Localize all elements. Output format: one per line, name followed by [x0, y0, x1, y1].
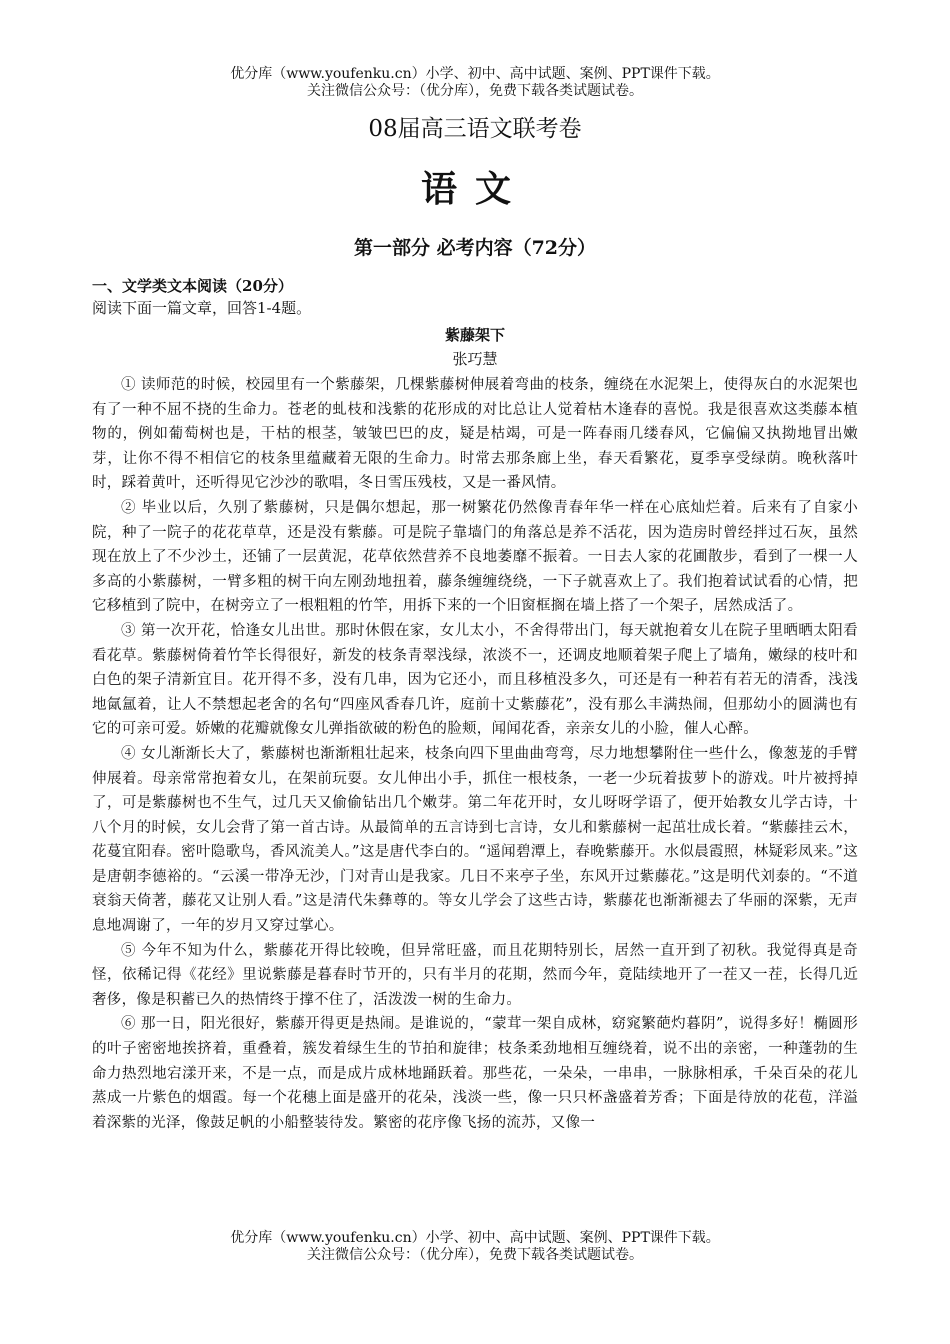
footer-line-2: 关注微信公众号：（优分库），免费下载各类试题试卷。 [307, 1247, 643, 1263]
paragraph-2: ② 毕业以后，久别了紫藤树，只是偶尔想起，那一树繁花仍然像青春年华一样在心底灿烂着。后来有了自家小院，种了一院子的花花草草，还是没有紫藤。可是院子靠墙门的角落总是养不活花，因为造房时曾经拌过石灰，虽然现在放上了不少沙土，还铺了一层黄泥，花草依然营养不良地萎靡不振着。一日去人家的花圃散步，看到了一棵一人多高的小紫藤树，一臂多粗的树干向左刚劲地扭着，藤条缠缠绕绕，一下子就喜欢上了。我们抱着试试看的心情，把它移植到了院中，在树旁立了一根粗粗的竹竿，用拆下来的一个旧窗框搁在墙上搭了一个架子，居然成活了。 [92, 499, 858, 615]
paragraph-5: ⑤ 今年不知为什么，紫藤花开得比较晚，但异常旺盛，而且花期特别长，居然一直开到了初秋。我觉得真是奇怪，依稀记得《花经》里说紫藤是暮春时节开的，只有半月的花期，然而今年，竟陆续地开了一茬又一茬，长得几近奢侈，像是积蓄已久的热情终于撑不住了，活泼泼一树的生命力。 [92, 942, 858, 1008]
page-header [0, 66, 950, 100]
paragraph-3: ③ 第一次开花，恰逢女儿出世。那时休假在家，女儿太小，不舍得带出门，每天就抱着女儿在院子里晒晒太阳看看花草。紫藤树倚着竹竿长得很好，新发的枝条青翠浅绿，浓淡不一，还调皮地顺着架子爬上了墙角，嫩绿的枝叶和白色的架子清新宜目。花开得不多，没有几串，因为它还小，而且移植没多久，可还是有一种若有若无的清香，浅浅地氤氲着，让人不禁想起老舍的名句“四座风香春几许，庭前十丈紫藤花”，没有那么丰满热闹，但那幼小的圆满也有它的可亲可爱。娇嫩的花瓣就像女儿弹指欲破的粉色的脸颊，闻闻花香，亲亲女儿的小脸，催人心醉。 [92, 622, 858, 738]
subject-title: 语文 [420, 169, 529, 210]
section-instructions: 阅读下面一篇文章，回答1-4题。 [92, 299, 312, 317]
part-title: 第一部分 必考内容（72分） [353, 237, 597, 259]
exam-title: 08届高三语文联考卷 [368, 116, 582, 142]
section-heading: 一、文学类文本阅读（20分） [92, 277, 293, 295]
paragraph-1: ① 读师范的时候，校园里有一个紫藤架，几棵紫藤树伸展着弯曲的枝条，缠绕在水泥架上，使得灰白的水泥架也有了一种不屈不挠的生命力。苍老的虬枝和浅紫的花形成的对比总让人觉着枯木逢春的喜悦。我是很喜欢这类藤本植物的，例如葡萄树也是，干枯的根茎，皱皱巴巴的皮，疑是枯竭，可是一阵春雨几缕春风，它偏偏又执拗地冒出嫩芽，让你不得不相信它的枝条里蕴藏着无限的生命力。时常去那条廊上坐，春天看繁花，夏季享受绿荫。晚秋落叶时，踩着黄叶，还听得见它沙沙的歌唱，冬日雪压残枝，又是一番风情。 [92, 377, 858, 492]
paragraph-4: ④ 女儿渐渐长大了，紫藤树也渐渐粗壮起来，枝条向四下里曲曲弯弯，尽力地想攀附住一些什么，像葱茏的手臂伸展着。母亲常常抱着女儿，在架前玩耍。女儿伸出小手，抓住一根枝条，一老一少玩着拔萝卜的游戏。叶片被捋掉了，可是紫藤树也不生气，过几天又偷偷钻出几个嫩芽。第二年花开时，女儿呀呀学语了，便开始教女儿学古诗，十八个月的时候，女儿会背了第一首古诗。从最简单的五言诗到七言诗，女儿和紫藤树一起茁壮成长着。“紫藤挂云木，花蔓宜阳春。密叶隐歌鸟，香风流美人。”这是唐代李白的。“遥闻碧潭上，春晚紫藤开。水似晨霞照，林疑彩凤来。”这是唐朝李德裕的。“云溪一带净无沙，门对青山是我家。几日不来亭子坐，东风开过紫藤花。”这是明代刘泰的。“不道衰翁天倚著，藤花又让别人看。”这是清代朱彝尊的。等女儿学会了这些古诗，紫藤花也渐渐褪去了华丽的深紫，无声息地凋谢了，一年的岁月又穿过掌心。 [92, 745, 858, 935]
header-line-2: 关注微信公众号：（优分库），免费下载各类试题试卷。 [307, 83, 643, 99]
article-author: 张巧慧 [452, 350, 498, 368]
paragraph-6: ⑥ 那一日，阳光很好，紫藤开得更是热闹。是谁说的，“蒙茸一架自成林，窈窕繁葩灼暮阴”，说得多好！椭圆形的叶子密密地挨挤着，重叠着，簇发着绿生生的节拍和旋律；枝条柔劲地相互缠绕着，说不出的亲密，一种蓬勃的生命力热烈地宕漾开来，不是一点，而是成片成林地踊跃着。那些花，一朵朵，一串串，一脉脉相承，千朵百朵的花儿蒸成一片紫色的烟霞。每一个花穗上面是盛开的花朵，浅淡一些，像一只只杯盏盛着芳香；下面是待放的花苞，洋溢着深紫的光泽，像鼓足帆的小船整装待发。繁密的花序像飞扬的流苏，又像一 [92, 1016, 858, 1131]
article-body [92, 373, 858, 1135]
footer-line-1: 优分库（www.youfenku.cn）小学、初中、高中试题、案例、PPT课件下载。 [230, 1230, 720, 1246]
header-line-1: 优分库（www.youfenku.cn）小学、初中、高中试题、案例、PPT课件下载。 [230, 66, 720, 82]
article-title: 紫藤架下 [444, 326, 505, 344]
page-footer [0, 1230, 950, 1264]
